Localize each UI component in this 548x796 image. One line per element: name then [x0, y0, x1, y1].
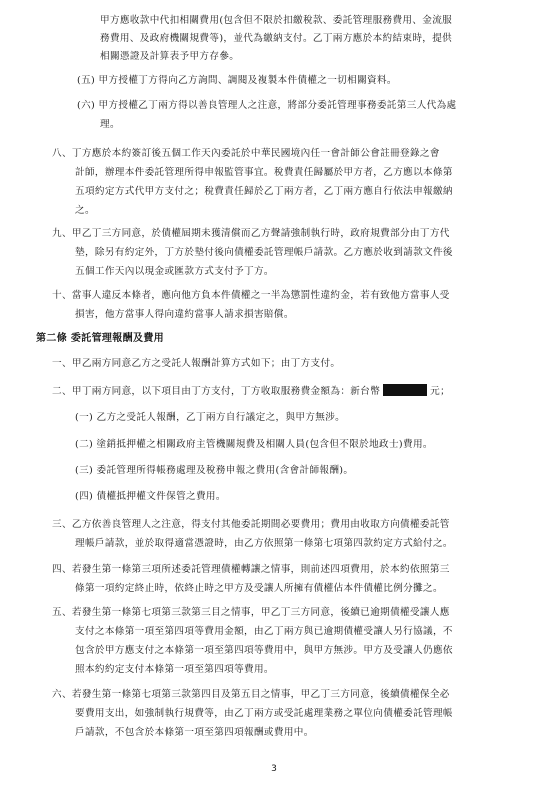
text-line: 之。 [75, 205, 95, 216]
text-line: 戶請款，不包含於本條第一項至第四項報酬或費用中。 [75, 727, 314, 738]
text-line: 四、若發生第一條第三項所述委託管理債權轉讓之情事，則前述四項費用，於本約依照第三 [52, 564, 450, 575]
text-line: (一) 乙方之受託人報酬，乙丁兩方自行議定之，與甲方無涉。 [75, 412, 346, 423]
redaction-box [383, 384, 427, 396]
text-line: 五、若發生第一條第七項第三款第三目之情事，甲乙丁三方同意，後續已逾期債權受讓人應 [52, 607, 450, 618]
text-line: 要費用支出，如強制執行規費等，由乙丁兩方或受託處理業務之單位向債權委託管理帳 [75, 708, 453, 719]
text-line: 甲方應收款中代扣相關費用(包含但不限於扣繳稅款、委託管理服務費用、金流服 [100, 15, 453, 26]
text-line: 五項約定方式代甲方支付之；稅費責任歸於乙丁兩方者，乙丁兩方應自行依法申報繳納 [75, 186, 453, 197]
text-line: 五個工作天內以現金或匯款方式支付予丁方。 [75, 266, 274, 277]
text-fragment: 二、甲丁兩方同意，以下項目由丁方支付，丁方收取服務費金額為：新台幣 [52, 386, 381, 397]
text-line: 相關憑證及計算表予甲方存參。 [100, 51, 240, 62]
text-line: 計師，辦理本件委託管理所得申報監管事宜。稅費責任歸屬於甲方者，乙方應以本條第 [75, 167, 453, 178]
text-line: (四) 債權抵押權文件保管之費用。 [75, 491, 226, 502]
text-line: 九、甲乙丁三方同意，於債權屆期未獲清償而乙方聲請強制執行時，政府規費部分由丁方代 [52, 228, 450, 239]
text-line: 六、若發生第一條第七項第三款第四目及第五目之情事，甲乙丁三方同意，後續債權保全必 [52, 689, 450, 700]
text-line: 包含於甲方應支付之本條第一項至第四項等費用中，與甲方無涉。甲方及受讓人仍應依 [75, 645, 453, 656]
text-line: 十、當事人違反本條者，應向他方負本件債權之一半為懲罰性違約金，若有致他方當事人受 [52, 290, 450, 301]
text-line: (三) 委託管理所得帳務處理及稅務申報之費用(含會計師報酬)。 [75, 465, 354, 476]
text-line: 一、甲乙兩方同意乙方之受託人報酬計算方式如下；由丁方支付。 [52, 358, 341, 369]
text-line: 損害，他方當事人得向違約當事人請求損害賠償。 [75, 309, 294, 320]
text-line: (六) 甲方授權乙丁兩方得以善良管理人之注意，將部分委託管理事務委託第三人代為處 [77, 100, 457, 111]
text-line-with-redaction [52, 384, 450, 399]
text-line: (二) 塗銷抵押權之相關政府主管機關規費及相關人員(包含但不限於地政士)費用。 [75, 439, 433, 450]
text-line: 理。 [100, 119, 120, 130]
text-line: 條第一項約定終止時，依終止時之甲方及受讓人所擁有債權佔本件債權比例分攤之。 [75, 583, 443, 594]
text-line: 墊，除另有約定外，丁方於墊付後向債權委託管理帳戶請款。乙方應於收到請款文件後 [75, 247, 453, 258]
text-line: 支付之本條第一項至第四項等費用金額，由乙丁兩方與已逾期債權受讓人另行協議，不 [75, 626, 453, 637]
text-fragment: 元； [430, 386, 451, 397]
text-line: 八、丁方應於本約簽訂後五個工作天內委託於中華民國境內任一會計師公會註冊登錄之會 [52, 148, 440, 159]
section-heading: 第二條 委託管理報酬及費用 [36, 333, 165, 344]
text-line: 照本約約定支付本條第一項至第四項等費用。 [75, 664, 274, 675]
page-number: 3 [271, 764, 277, 774]
text-line: 理帳戶請款，並於取得適當憑證時，由乙方依照第一條第七項第四款約定方式給付之。 [75, 538, 453, 549]
text-line: 務費用、及政府機關規費等)，並代為繳納支付。乙丁兩方應於本約結束時，提供 [100, 33, 453, 44]
text-line: (五) 甲方授權丁方得向乙方詢問、調閱及複製本件債權之一切相關資料。 [77, 75, 397, 86]
text-line: 三、乙方依善良管理人之注意，得支付其他委託期間必要費用；費用由收取方向債權委託管 [52, 519, 450, 530]
